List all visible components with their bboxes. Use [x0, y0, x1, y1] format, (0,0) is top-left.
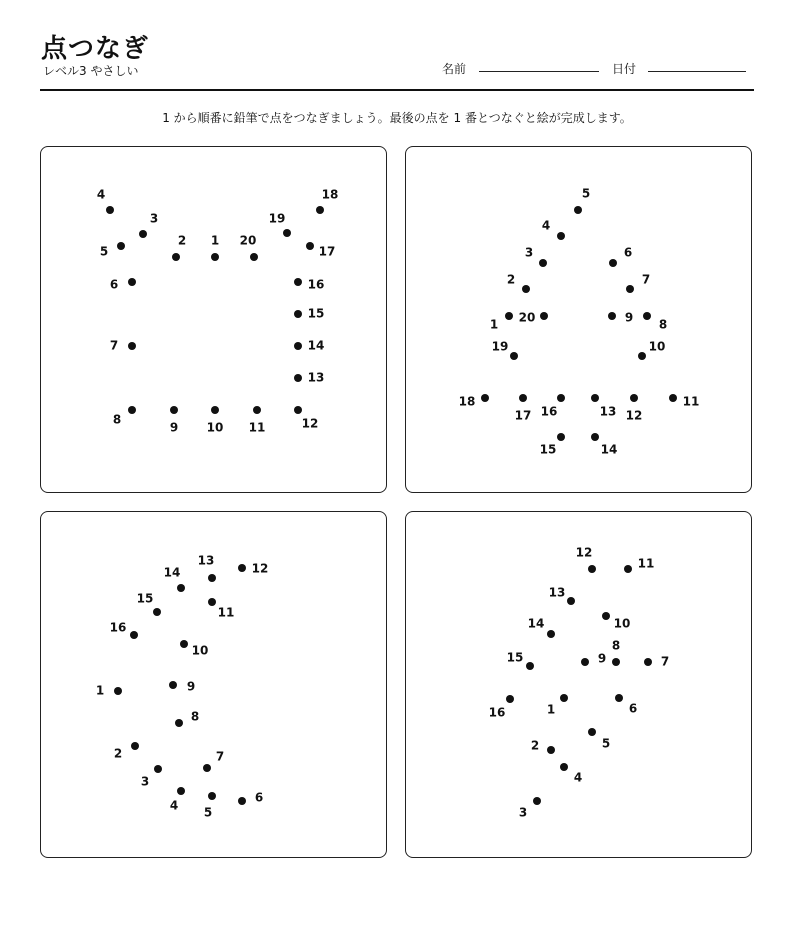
dot-10[interactable]: [180, 640, 188, 648]
puzzle-canvas-3[interactable]: [40, 511, 387, 858]
dot-14[interactable]: [294, 342, 302, 350]
dot-11[interactable]: [624, 565, 632, 573]
dot-16[interactable]: [130, 631, 138, 639]
dot-4[interactable]: [560, 763, 568, 771]
dot-number-8: 8: [112, 412, 122, 427]
dot-7[interactable]: [644, 658, 652, 666]
dot-18[interactable]: [316, 206, 324, 214]
puzzle-panel-3: [40, 511, 387, 858]
dot-number-7: 7: [109, 338, 119, 353]
dot-10[interactable]: [211, 406, 219, 414]
dot-number-1: 1: [546, 702, 556, 717]
name-field-line[interactable]: [479, 71, 599, 72]
dot-number-4: 4: [573, 770, 583, 785]
puzzle-panel-4: [405, 511, 752, 858]
dot-number-5: 5: [99, 244, 109, 259]
dot-number-1: 1: [210, 233, 220, 248]
dot-number-5: 5: [581, 186, 591, 201]
dot-number-13: 13: [599, 404, 617, 419]
dot-14[interactable]: [547, 630, 555, 638]
dot-number-11: 11: [637, 556, 655, 571]
dot-number-2: 2: [506, 272, 516, 287]
dot-7[interactable]: [128, 342, 136, 350]
dot-number-4: 4: [169, 798, 179, 813]
dot-number-18: 18: [321, 187, 339, 202]
dot-number-8: 8: [190, 709, 200, 724]
puzzle-canvas-4[interactable]: [405, 511, 752, 858]
dot-number-6: 6: [109, 277, 119, 292]
dot-1[interactable]: [211, 253, 219, 261]
dot-8[interactable]: [612, 658, 620, 666]
dot-3[interactable]: [539, 259, 547, 267]
dot-15[interactable]: [153, 608, 161, 616]
dot-number-1: 1: [95, 683, 105, 698]
dot-20[interactable]: [540, 312, 548, 320]
dot-number-19: 19: [491, 339, 509, 354]
dot-number-18: 18: [458, 394, 476, 409]
dot-4[interactable]: [557, 232, 565, 240]
dot-number-11: 11: [217, 605, 235, 620]
dot-17[interactable]: [519, 394, 527, 402]
dot-number-15: 15: [506, 650, 524, 665]
dot-number-12: 12: [575, 545, 593, 560]
date-label: 日付: [612, 62, 637, 76]
dot-13[interactable]: [294, 374, 302, 382]
dot-number-10: 10: [613, 616, 631, 631]
dot-8[interactable]: [643, 312, 651, 320]
dot-16[interactable]: [506, 695, 514, 703]
dot-12[interactable]: [294, 406, 302, 414]
dot-number-17: 17: [514, 408, 532, 423]
dot-number-20: 20: [239, 233, 257, 248]
dot-5[interactable]: [208, 792, 216, 800]
dot-8[interactable]: [175, 719, 183, 727]
dot-number-6: 6: [623, 245, 633, 260]
dot-1[interactable]: [114, 687, 122, 695]
date-field-line[interactable]: [648, 71, 746, 72]
dot-number-2: 2: [113, 746, 123, 761]
dot-9[interactable]: [608, 312, 616, 320]
dot-16[interactable]: [557, 394, 565, 402]
dot-14[interactable]: [591, 433, 599, 441]
dot-13[interactable]: [591, 394, 599, 402]
dot-number-14: 14: [307, 338, 325, 353]
dot-9[interactable]: [581, 658, 589, 666]
dot-4[interactable]: [106, 206, 114, 214]
dot-number-4: 4: [541, 218, 551, 233]
dot-number-3: 3: [518, 805, 528, 820]
worksheet-title: 点つなぎ: [41, 34, 150, 64]
dot-7[interactable]: [626, 285, 634, 293]
dot-number-16: 16: [307, 277, 325, 292]
dot-10[interactable]: [602, 612, 610, 620]
dot-13[interactable]: [208, 574, 216, 582]
dot-6[interactable]: [238, 797, 246, 805]
dot-10[interactable]: [638, 352, 646, 360]
dot-number-9: 9: [597, 651, 607, 666]
dot-number-6: 6: [628, 701, 638, 716]
dot-number-16: 16: [540, 404, 558, 419]
dot-number-3: 3: [140, 774, 150, 789]
dot-12[interactable]: [588, 565, 596, 573]
dot-14[interactable]: [177, 584, 185, 592]
dot-number-14: 14: [527, 616, 545, 631]
dot-number-20: 20: [518, 310, 536, 325]
dot-number-13: 13: [307, 370, 325, 385]
dot-1[interactable]: [505, 312, 513, 320]
dot-2[interactable]: [547, 746, 555, 754]
dot-7[interactable]: [203, 764, 211, 772]
dot-11[interactable]: [253, 406, 261, 414]
puzzle-canvas-2[interactable]: [405, 146, 752, 493]
dot-3[interactable]: [533, 797, 541, 805]
dot-18[interactable]: [481, 394, 489, 402]
dot-20[interactable]: [250, 253, 258, 261]
dot-number-8: 8: [611, 638, 621, 653]
dot-1[interactable]: [560, 694, 568, 702]
dot-number-9: 9: [169, 420, 179, 435]
dot-number-15: 15: [136, 591, 154, 606]
dot-number-9: 9: [624, 310, 634, 325]
dot-number-16: 16: [488, 705, 506, 720]
dot-19[interactable]: [510, 352, 518, 360]
dot-9[interactable]: [170, 406, 178, 414]
dot-number-2: 2: [177, 233, 187, 248]
dot-5[interactable]: [588, 728, 596, 736]
dot-number-12: 12: [301, 416, 319, 431]
dot-number-7: 7: [660, 654, 670, 669]
dot-9[interactable]: [169, 681, 177, 689]
puzzle-canvas-1[interactable]: [40, 146, 387, 493]
dot-15[interactable]: [557, 433, 565, 441]
puzzle-panel-2: [405, 146, 752, 493]
dot-number-5: 5: [203, 805, 213, 820]
dot-17[interactable]: [306, 242, 314, 250]
dot-number-15: 15: [539, 442, 557, 457]
dot-number-7: 7: [641, 272, 651, 287]
dot-number-3: 3: [149, 211, 159, 226]
dot-2[interactable]: [131, 742, 139, 750]
puzzle-panel-1: [40, 146, 387, 493]
dot-number-11: 11: [248, 420, 266, 435]
dot-number-9: 9: [186, 679, 196, 694]
instruction-text: 1 から順番に鉛筆で点をつなぎましょう。最後の点を 1 番とつなぐと絵が完成します。: [162, 111, 632, 125]
dot-3[interactable]: [139, 230, 147, 238]
dot-number-12: 12: [625, 408, 643, 423]
dot-number-12: 12: [251, 561, 269, 576]
dot-number-4: 4: [96, 187, 106, 202]
dot-5[interactable]: [117, 242, 125, 250]
dot-number-1: 1: [489, 317, 499, 332]
dot-number-10: 10: [206, 420, 224, 435]
dot-number-15: 15: [307, 306, 325, 321]
dot-number-14: 14: [163, 565, 181, 580]
dot-number-10: 10: [648, 339, 666, 354]
dot-number-6: 6: [254, 790, 264, 805]
dot-number-5: 5: [601, 736, 611, 751]
dot-13[interactable]: [567, 597, 575, 605]
dot-12[interactable]: [630, 394, 638, 402]
dot-12[interactable]: [238, 564, 246, 572]
dot-number-13: 13: [548, 585, 566, 600]
dot-number-11: 11: [682, 394, 700, 409]
dot-number-13: 13: [197, 553, 215, 568]
dot-number-2: 2: [530, 738, 540, 753]
dot-number-3: 3: [524, 245, 534, 260]
dot-number-16: 16: [109, 620, 127, 635]
dot-11[interactable]: [208, 598, 216, 606]
dot-16[interactable]: [294, 278, 302, 286]
dot-11[interactable]: [669, 394, 677, 402]
dot-number-17: 17: [318, 244, 336, 259]
dot-number-14: 14: [600, 442, 618, 457]
dot-19[interactable]: [283, 229, 291, 237]
dot-number-8: 8: [658, 317, 668, 332]
dot-15[interactable]: [526, 662, 534, 670]
dot-number-10: 10: [191, 643, 209, 658]
dot-2[interactable]: [522, 285, 530, 293]
dot-4[interactable]: [177, 787, 185, 795]
dot-2[interactable]: [172, 253, 180, 261]
dot-6[interactable]: [609, 259, 617, 267]
dot-8[interactable]: [128, 406, 136, 414]
header-divider: [40, 89, 754, 91]
dot-3[interactable]: [154, 765, 162, 773]
dot-5[interactable]: [574, 206, 582, 214]
dot-15[interactable]: [294, 310, 302, 318]
dot-number-7: 7: [215, 749, 225, 764]
name-label: 名前: [442, 62, 467, 76]
dot-number-19: 19: [268, 211, 286, 226]
dot-6[interactable]: [615, 694, 623, 702]
level-subtitle: レベル3 やさしい: [43, 64, 139, 78]
dot-6[interactable]: [128, 278, 136, 286]
